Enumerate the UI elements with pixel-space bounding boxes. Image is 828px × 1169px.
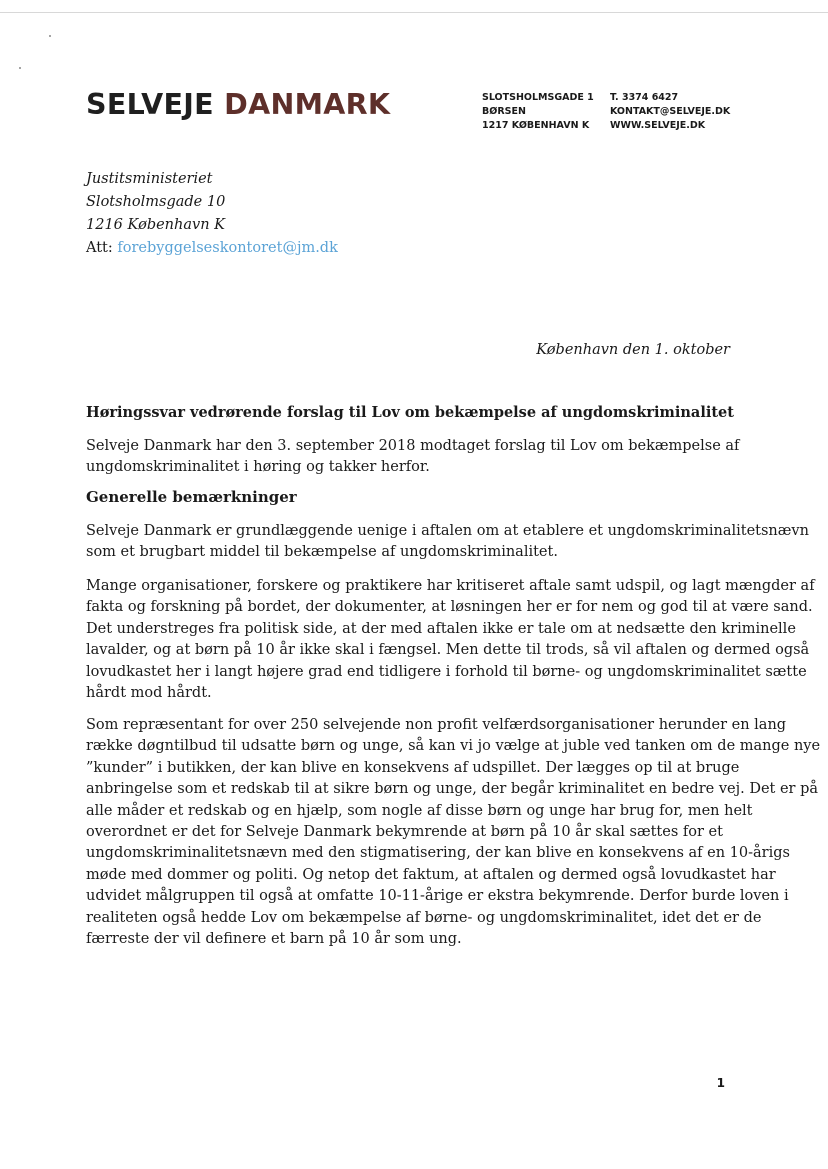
recipient-city: 1216 København K [86, 217, 225, 233]
text-line: udvidet målgruppen til også at omfatte 10-11-årige er ekstra bekymrende. Derfor burde loven i [86, 888, 789, 905]
scan-edge-line [0, 12, 828, 13]
text-line: ”kunder” i butikken, der kan blive en konsekvens af udspillet. Der lægges op til at bruge [86, 759, 740, 776]
text-line: Det understreges fra politisk side, at der med aftalen ikke er tale om at nedsætte den kriminelle [86, 620, 796, 637]
text-line: færreste der vil definere et barn på 10 år som ung. [86, 930, 462, 947]
recipient-street: Slotsholmsgade 10 [86, 194, 226, 210]
section-heading: Generelle bemærkninger [86, 488, 297, 506]
address-line: BØRSEN [482, 106, 526, 117]
logo-word-selveje: SELVEJE [86, 88, 214, 121]
text-line: møde med dommer og politi. Og netop det faktum, at aftalen og dermed også lovudkastet har [86, 866, 776, 883]
text-line: Mange organisationer, forskere og praktikere har kritiseret aftale samt udspil, og lagt mængder af [86, 578, 815, 594]
text-line: anbringelse som et redskab til at sikre børn og unge, der begår kriminalitet en bedre vej. Det er på [86, 781, 819, 798]
letterhead-contact [610, 91, 730, 133]
text-line: Selveje Danmark har den 3. september 2018 modtaget forslag til Lov om bekæmpelse af [86, 438, 740, 454]
text-line: ungdomskriminalitet i høring og takker herfor. [86, 459, 430, 476]
text-line: lovudkastet her i langt højere grad end tidligere i forhold til børne- og ungdomskriminalitet sætte [86, 663, 807, 680]
contact-email: KONTAKT@SELVEJE.DK [610, 106, 731, 117]
letter-date: København den 1. oktober [536, 342, 730, 358]
contact-website: WWW.SELVEJE.DK [610, 120, 706, 131]
scan-speck [49, 35, 51, 37]
text-line: Som repræsentant for over 250 selvejende non profit velfærdsorganisationer herunder en lang [86, 717, 787, 733]
address-line: SLOTSHOLMSGADE 1 [482, 92, 594, 103]
selveje-danmark-logo [86, 88, 390, 121]
logo-word-danmark: DANMARK [224, 88, 391, 121]
recipient-name: Justitsministeriet [86, 171, 213, 187]
text-line: hårdt mod hårdt. [86, 684, 212, 701]
recipient-block [86, 168, 338, 260]
text-line: Selveje Danmark er grundlæggende uenige i aftalen om at etablere et ungdomskriminalitetsnævn [86, 523, 809, 539]
att-label: Att: [86, 240, 113, 256]
text-line: som et brugbart middel til bekæmpelse af ungdomskriminalitet. [86, 544, 558, 561]
text-line: lavalder, og at børn på 10 år ikke skal i fængsel. Men dette til trods, så vil aftalen og dermed også [86, 642, 810, 659]
paragraph-1 [86, 521, 809, 564]
text-line: række døgntilbud til udsatte børn og unge, så kan vi jo vælge at juble ved tanken om de mange nye [86, 738, 821, 755]
scan-speck [19, 67, 21, 69]
text-line: ungdomskriminalitetsnævn med den stigmatisering, der kan blive en konsekvens af en 10-årigs [86, 845, 790, 862]
letter-title: Høringssvar vedrørende forslag til Lov om bekæmpelse af ungdomskriminalitet [86, 404, 734, 421]
text-line: overordnet er det for Selveje Danmark bekymrende at børn på 10 år skal sættes for et [86, 823, 723, 840]
page-number: 1 [716, 1076, 725, 1090]
recipient-attention [86, 237, 338, 260]
letterhead-address [482, 91, 594, 133]
contact-phone: T. 3374 6427 [610, 92, 679, 103]
att-email-link[interactable]: forebyggelseskontoret@jm.dk [117, 240, 338, 256]
address-line: 1217 KØBENHAVN K [482, 120, 590, 131]
paragraph-3 [86, 715, 820, 950]
text-line: fakta og forskning på bordet, der dokumenter, at løsningen her er for nem og god til at være sand. [86, 599, 813, 616]
intro-paragraph [86, 436, 739, 479]
text-line: alle måder et redskab og en hjælp, som nogle af disse børn og unge har brug for, men helt [86, 802, 753, 819]
text-line: realiteten også hedde Lov om bekæmpelse af børne- og ungdomskriminalitet, idet det er de [86, 909, 762, 926]
paragraph-2 [86, 576, 815, 704]
